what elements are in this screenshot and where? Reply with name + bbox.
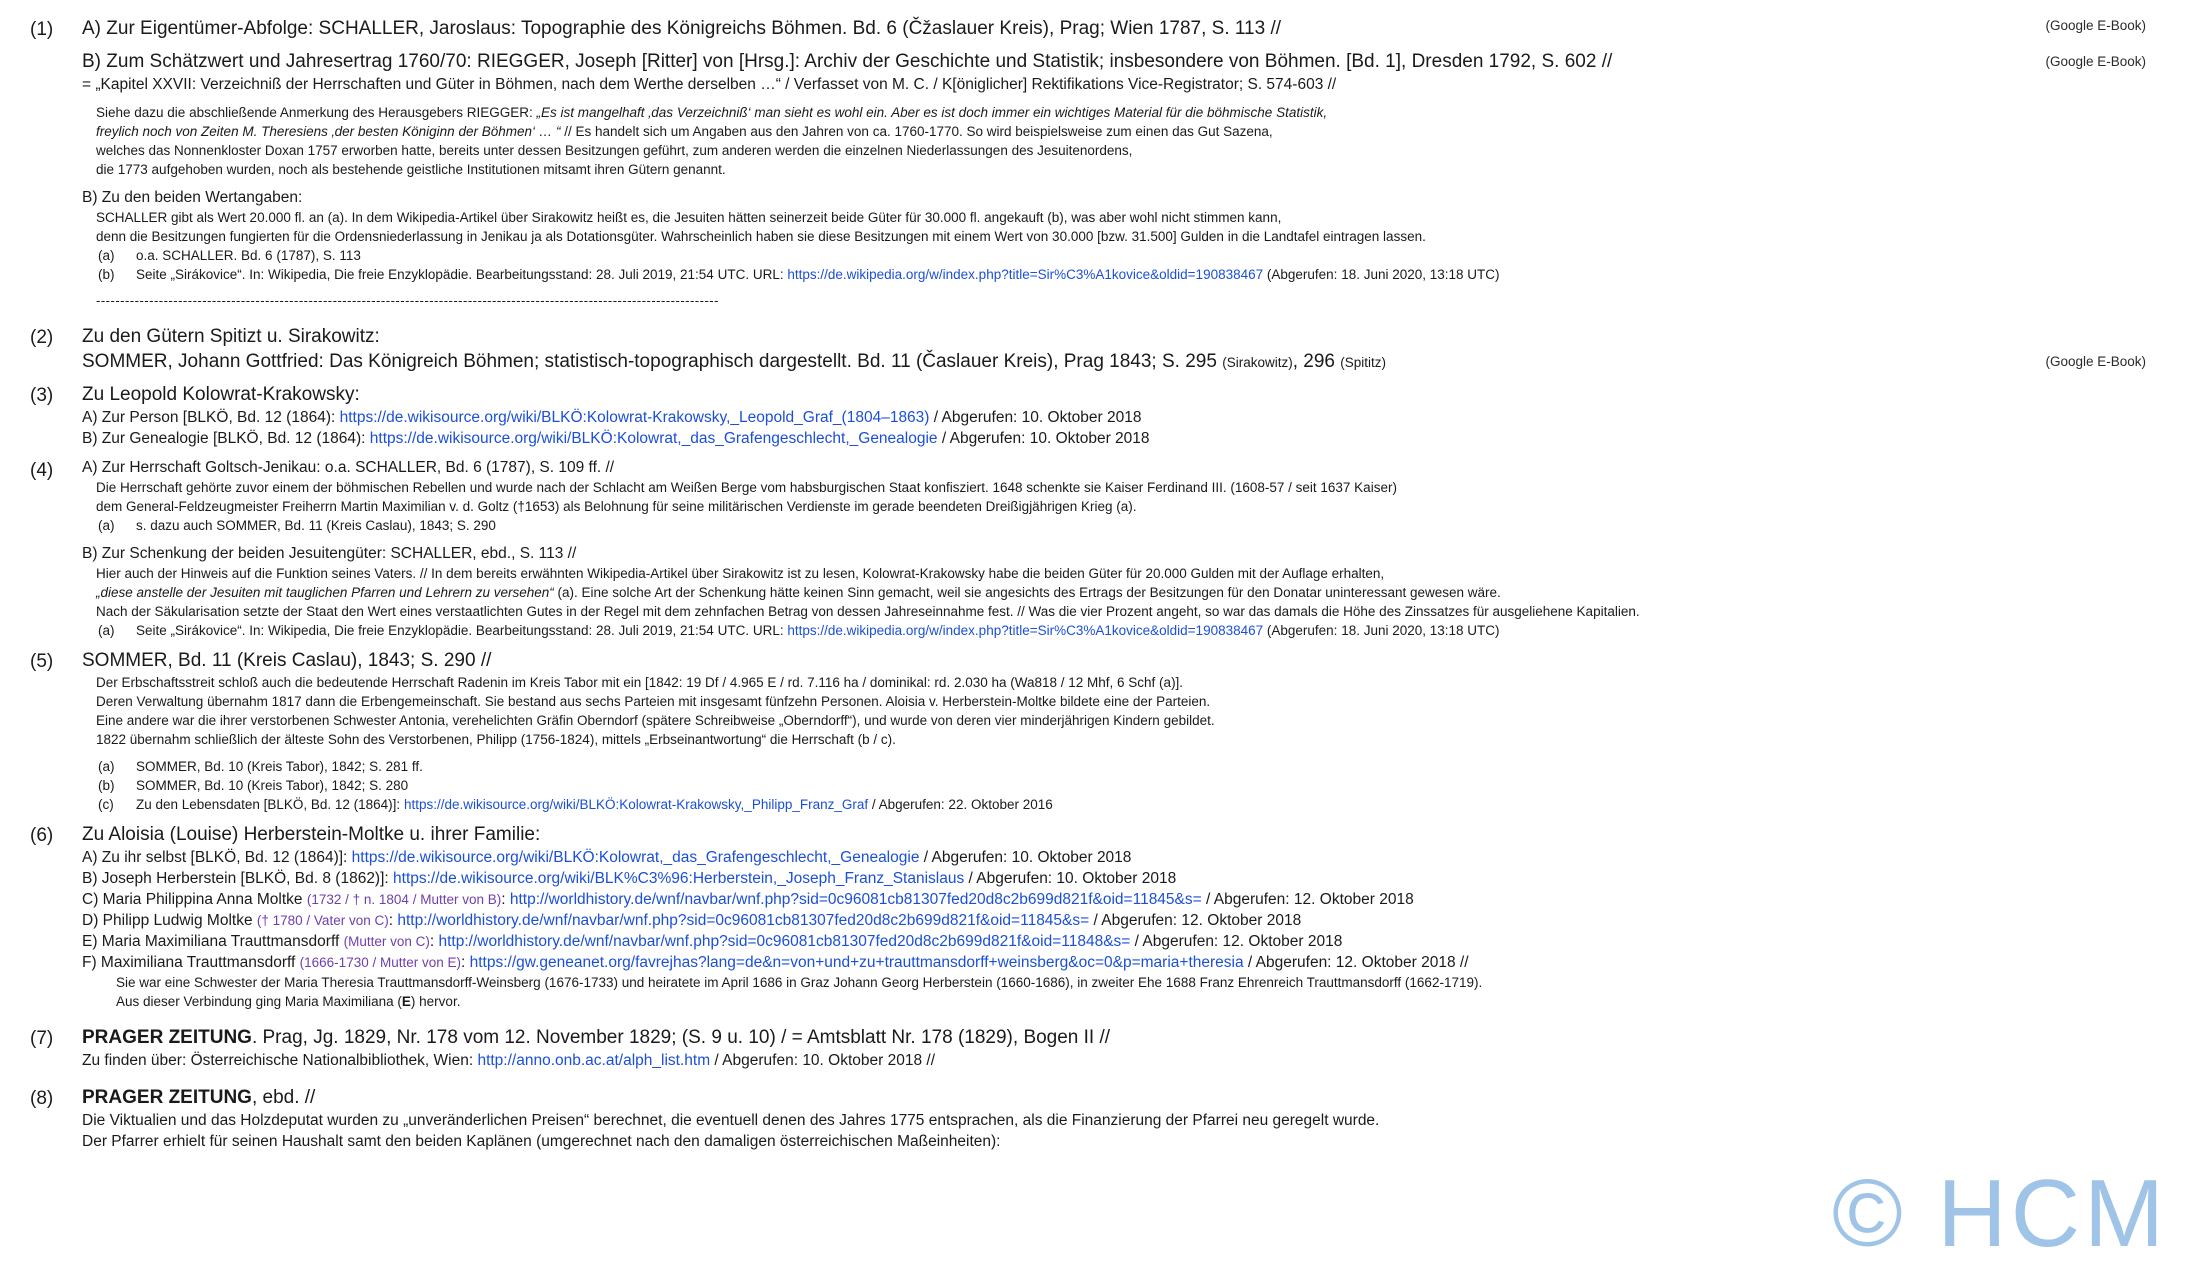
geneanet-trauttmansdorff-link[interactable]: https://gw.geneanet.org/favrejhas?lang=de&n=von+und+zu+trauttmansdorff+weinsberg&oc=0&p=maria+theresia (469, 954, 1244, 971)
entry-4-note-1: Die Herrschaft gehörte zuvor einem der böhmischen Rebellen und wurde nach der Schlacht am Weißen Berge vom habsburgischen Staat konfisziert. 1648 schenkte sie Kaiser Ferdinand III. (1608-57 / seit 1637 Kaiser) (96, 480, 1397, 495)
entry-4-sub-b (82, 621, 2176, 640)
note-quote: „diese anstelle der Jesuiten mit tauglichen Pfarren und Lehrern zu versehen“ (96, 585, 554, 600)
entry-3 (30, 382, 2176, 449)
entry-number: (4) (30, 460, 54, 481)
note-ref: E (401, 994, 411, 1009)
line-paren: (1666-1730 / Mutter von E) (299, 955, 461, 970)
sub-key: (a) (98, 759, 115, 774)
entry-4-b-note-2 (82, 583, 2176, 602)
note-rest-2: // Es handelt sich um Angaben aus den Jahren von ca. 1760-1770. So wird beispielsweise zum einen das Gut Sazena, (560, 124, 1273, 139)
worldhistory-moltke-philipp-link[interactable]: http://worldhistory.de/wnf/navbar/wnf.php?sid=0c96081cb81307fed20d8c2b699d821f&oid=11845&s= (397, 912, 1090, 929)
entry-2-citation (82, 349, 2176, 374)
entry-4-b-note-1: Hier auch der Hinweis auf die Funktion seines Vaters. // In dem bereits erwähnten Wikipedia-Artikel über Sirakowitz ist zu lesen, Kolowrat-Krakowsky habe die beiden Güter für 20.000 Gulden mit der Auflage erhalten, (96, 566, 1385, 581)
entry-5-note-2: Deren Verwaltung übernahm 1817 dann die Erbengemeinschaft. Sie bestand aus sechs Parteien mit insgesamt fünfzehn Personen. Aloisia v. Herberstein-Moltke bildete eine der Parteien. (96, 694, 1211, 709)
entry-6-f-note-1: Sie war eine Schwester der Maria Theresia Trauttmansdorff-Weinsberg (1676-1733) und heiratete im April 1686 in Graz Johann Georg Herberstein (1660-1686), in zweiter Ehe 1688 Franz Ehrenreich Trauttmansdorff (1662-1719). (116, 975, 1483, 990)
entry-2 (30, 324, 2176, 374)
blko-kolowrat-genealogie-link-2[interactable]: https://de.wikisource.org/wiki/BLKÖ:Kolowrat,_das_Grafengeschlecht,_Genealogie (351, 849, 920, 866)
worldhistory-moltke-philippina-link[interactable]: http://worldhistory.de/wnf/navbar/wnf.php?sid=0c96081cb81307fed20d8c2b699d821f&oid=11845&s= (509, 891, 1202, 908)
entry-1-heading-b2: B) Zu den beiden Wertangaben: (82, 189, 303, 206)
note-quote-1: „Es ist mangelhaft ‚das Verzeichniß‘ man sieht es wohl ein. Aber es ist doch immer ein wichtiges Material für die böhmische Statistik, (536, 105, 1328, 120)
entry-body (82, 457, 2176, 640)
anno-onb-link[interactable]: http://anno.onb.ac.at/alph_list.htm (477, 1052, 711, 1069)
sub-text-pre: Seite „Sirákovice“. In: Wikipedia, Die freie Enzyklopädie. Bearbeitungsstand: 28. Juli 2019, 21:54 UTC. URL: (136, 623, 788, 638)
entry-8-citation (82, 1085, 2176, 1110)
entry-5-citation: SOMMER, Bd. 11 (Kreis Caslau), 1843; S. 290 // (82, 650, 492, 671)
line-pre: B) Joseph Herberstein [BLKÖ, Bd. 8 (1862)]: (82, 870, 394, 887)
entry-body (82, 16, 2176, 310)
sub-key: (b) (98, 267, 115, 282)
entry-1-note-line-3: welches das Nonnenkloster Doxan 1757 erworben hatte, bereits unter dessen Besitzungen geführt, zum anderen werden die einzelnen Niederlassungen des Jesuitenordens, (96, 143, 1133, 158)
entry-1-sub-a (82, 246, 2176, 265)
entry-number: (1) (30, 19, 54, 40)
entry-5-note-3: Eine andere war die ihrer verstorbenen Schwester Antonia, verehelichten Gräfin Oberndorf (spätere Schreibweise „Oberndorff“), und wurde von deren vier minderjährigen Kindern gebildet. (96, 713, 1215, 728)
sub-value: SOMMER, Bd. 10 (Kreis Tabor), 1842; S. 280 (136, 778, 409, 793)
citation-mid: , 296 (1292, 351, 1341, 372)
entry-1-note-line-4: die 1773 aufgehoben wurden, noch als bestehende geistliche Institutionen mitsamt ihren Gütern genannt. (96, 162, 726, 177)
line-pre: B) Zur Genealogie [BLKÖ, Bd. 12 (1864): (82, 430, 370, 447)
sub-text-pre: Seite „Sirákovice“. In: Wikipedia, Die freie Enzyklopädie. Bearbeitungsstand: 28. Juli 2019, 21:54 UTC. URL: (136, 267, 788, 282)
note-prefix: Siehe dazu die abschließende Anmerkung des Herausgebers RIEGGER: (96, 105, 537, 120)
entry-1-sub-b (82, 265, 2176, 284)
blko-kolowrat-philipp-link[interactable]: https://de.wikisource.org/wiki/BLKÖ:Kolowrat-Krakowsky,_Philipp_Franz_Graf (403, 797, 869, 812)
entry-1-wert-line-2: denn die Besitzungen fungierten für die Ordensniederlassung in Jenikau ja als Dotationsgüter. Wahrscheinlich haben sie diese Besitzungen mit einem Wert von 30.000 [bzw. 31.500] Gulden in die Landtafel eintragen lassen. (96, 229, 1426, 244)
entry-1-line-b: B) Zum Schätzwert und Jahresertrag 1760/70: RIEGGER, Joseph [Ritter] von [Hrsg.]: Archiv der Geschichte und Statistik; insbesondere von Böhmen. [Bd. 1], Dresden 1792, S. 602 // (82, 51, 1613, 72)
entry-body (82, 324, 2176, 374)
note-post: ) hervor. (410, 994, 461, 1009)
sub-key: (b) (98, 778, 115, 793)
sub-text-post: / Abgerufen: 22. Oktober 2016 (868, 797, 1053, 812)
entry-1-note-line-2 (82, 122, 2176, 141)
entry-5 (30, 648, 2176, 814)
worldhistory-trauttmansdorff-maria-link[interactable]: http://worldhistory.de/wnf/navbar/wnf.php?sid=0c96081cb81307fed20d8c2b699d821f&oid=11848&s= (438, 933, 1131, 950)
sub-value: s. dazu auch SOMMER, Bd. 11 (Kreis Caslau), 1843; S. 290 (136, 518, 496, 533)
line-post: / Abgerufen: 10. Oktober 2018 (937, 430, 1150, 447)
blko-kolowrat-leopold-link[interactable]: https://de.wikisource.org/wiki/BLKÖ:Kolowrat-Krakowsky,_Leopold_Graf_(1804–1863) (339, 409, 930, 426)
sub-text-post: (Abgerufen: 18. Juni 2020, 13:18 UTC) (1263, 623, 1500, 638)
dashed-separator: --------------------------------------------------------------------------------------------------------------------------------- (96, 293, 719, 308)
entry-number: (6) (30, 825, 54, 846)
sub-key: (a) (98, 248, 115, 263)
entry-1-wert-line-1: SCHALLER gibt als Wert 20.000 fl. an (a). In dem Wikipedia-Artikel über Sirakowitz heißt es, die Jesuiten hätten seinerzeit beide Güter für 30.000 fl. angekauft (b), was aber wohl nicht stimmen kann, (96, 210, 1282, 225)
source-title: PRAGER ZEITUNG (82, 1027, 252, 1048)
sub-key: (a) (98, 518, 115, 533)
note-rest: (a). Eine solche Art der Schenkung hätte keinen Sinn gemacht, weil sie angesichts des Ertrags der Besitzungen für den Donatar uninteressant gewesen wäre. (553, 585, 1501, 600)
citation-text: SOMMER, Johann Gottfried: Das Königreich Böhmen; statistisch-topographisch dargestellt. Bd. 11 (Časlauer Kreis), Prag 1843; S. 295 (82, 351, 1223, 372)
entry-5-note-4: 1822 übernahm schließlich der älteste Sohn des Verstorbenen, Philipp (1756-1824), mittels „Erbseinantwortung“ die Herrschaft (b / c). (96, 732, 896, 747)
line-pre: E) Maria Maximiliana Trauttmansdorff (82, 933, 344, 950)
line-post: / Abgerufen: 12. Oktober 2018 (1201, 891, 1414, 908)
entry-8-note-1: Die Viktualien und das Holzdeputat wurden zu „unveränderlichen Preisen“ berechnet, die eventuell denen des Jahres 1775 entsprachen, als die Finanzierung der Pfarrei neu geregelt wurde. (82, 1112, 1380, 1129)
entry-number: (3) (30, 385, 54, 406)
entry-1-note-line-1 (82, 103, 2176, 122)
google-ebook-label-2: (Google E-Book) (2045, 54, 2146, 69)
entry-6-line-c (82, 889, 2176, 910)
blko-kolowrat-genealogie-link[interactable]: https://de.wikisource.org/wiki/BLKÖ:Kolowrat,_das_Grafengeschlecht,_Genealogie (369, 430, 938, 447)
entry-4-line-a: A) Zur Herrschaft Goltsch-Jenikau: o.a. SCHALLER, Bd. 6 (1787), S. 109 ff. // (82, 459, 615, 476)
line-sep: : (388, 912, 398, 929)
entry-6-line-e (82, 931, 2176, 952)
source-rest: . Prag, Jg. 1829, Nr. 178 vom 12. November 1829; (S. 9 u. 10) / = Amtsblatt Nr. 178 (1829), Bogen II // (251, 1027, 1111, 1048)
entry-5-note-1: Der Erbschaftsstreit schloß auch die bedeutende Herrschaft Radenin im Kreis Tabor mit ein [1842: 19 Df / 4.965 E / rd. 7.116 ha / dominikal: rd. 2.030 ha (Wa818 / 12 Mhf, 6 Schf (a)]. (96, 675, 1184, 690)
line-post: / Abgerufen: 12. Oktober 2018 (1130, 933, 1343, 950)
entry-body (82, 1025, 2176, 1071)
entry-number: (2) (30, 327, 54, 348)
line-pre: Zu finden über: Österreichische Nationalbibliothek, Wien: (82, 1052, 478, 1069)
citation-paren-2: (Spititz) (1340, 355, 1387, 370)
entry-6-f-note-2 (82, 992, 2176, 1011)
line-pre: C) Maria Philippina Anna Moltke (82, 891, 307, 908)
line-sep: : (429, 933, 439, 950)
entry-7-line-2 (82, 1050, 2176, 1071)
entry-6-line-a (82, 847, 2176, 868)
google-ebook-label-3: (Google E-Book) (2045, 354, 2146, 369)
entry-1-line-a: A) Zur Eigentümer-Abfolge: SCHALLER, Jaroslaus: Topographie des Königreichs Böhmen. Bd. 6 (Čžaslauer Kreis), Prag; Wien 1787, S. 113 // (82, 18, 1282, 39)
line-post: / Abgerufen: 10. Oktober 2018 (919, 849, 1132, 866)
entry-5-sub-a (82, 757, 2176, 776)
sub-key: (a) (98, 623, 115, 638)
wikipedia-sirakovice-link[interactable]: https://de.wikipedia.org/w/index.php?title=Sir%C3%A1kovice&oldid=190838467 (787, 267, 1264, 282)
line-post: / Abgerufen: 10. Oktober 2018 (929, 409, 1142, 426)
entry-5-sub-b (82, 776, 2176, 795)
line-paren: (Mutter von C) (343, 934, 430, 949)
source-title: PRAGER ZEITUNG (82, 1087, 252, 1108)
line-pre: F) Maximiliana Trauttmansdorff (82, 954, 300, 971)
line-post: / Abgerufen: 12. Oktober 2018 (1089, 912, 1302, 929)
sub-text-post: (Abgerufen: 18. Juni 2020, 13:18 UTC) (1263, 267, 1500, 282)
blko-herberstein-joseph-link[interactable]: https://de.wikisource.org/wiki/BLK%C3%96:Herberstein,_Joseph_Franz_Stanislaus (393, 870, 965, 887)
sub-value: o.a. SCHALLER. Bd. 6 (1787), S. 113 (136, 248, 361, 263)
line-pre: D) Philipp Ludwig Moltke (82, 912, 257, 929)
entry-7-citation (82, 1025, 2176, 1050)
entry-4-b-note-3: Nach der Säkularisation setzte der Staat den Wert eines verstaatlichten Gutes in der Regel mit dem zehnfachen Betrag von dessen Jahreseinnahme fest. // Was die vier Prozent angeht, so war das damals die Höhe des Zinssatzes für ausgeliehene Kapitalien. (96, 604, 1640, 619)
line-post: / Abgerufen: 10. Oktober 2018 (964, 870, 1177, 887)
entry-4-sub-a (82, 516, 2176, 535)
line-pre: A) Zu ihr selbst [BLKÖ, Bd. 12 (1864)]: (82, 849, 352, 866)
sub-value: SOMMER, Bd. 10 (Kreis Tabor), 1842; S. 281 ff. (136, 759, 423, 774)
entry-7 (30, 1025, 2176, 1071)
watermark-hcm: © HCM (1831, 1160, 2168, 1267)
line-post: / Abgerufen: 10. Oktober 2018 // (710, 1052, 936, 1069)
entry-number: (5) (30, 651, 54, 672)
google-ebook-label-1: (Google E-Book) (2045, 18, 2146, 33)
entry-number: (8) (30, 1088, 54, 1109)
note-quote-2: freylich noch von Zeiten M. Theresiens ‚der besten Königinn der Böhmen‘ … “ (96, 124, 561, 139)
sub-value (136, 265, 2176, 284)
entry-body (82, 382, 2176, 449)
source-rest: , ebd. // (251, 1087, 316, 1108)
entry-6-line-f (82, 952, 2176, 973)
note-pre: Aus dieser Verbindung ging Maria Maximiliana ( (116, 994, 402, 1009)
citation-paren-1: (Sirakowitz) (1222, 355, 1293, 370)
entry-5-sub-c (82, 795, 2176, 814)
sub-text-pre: Zu den Lebensdaten [BLKÖ, Bd. 12 (1864)]: (136, 797, 404, 812)
entry-2-heading: Zu den Gütern Spitizt u. Sirakowitz: (82, 326, 380, 347)
entry-body (82, 1085, 2176, 1152)
entry-3-heading: Zu Leopold Kolowrat-Krakowsky: (82, 384, 360, 405)
entry-4 (30, 457, 2176, 640)
entry-6-heading: Zu Aloisia (Louise) Herberstein-Moltke u. ihrer Familie: (82, 824, 541, 845)
line-sep: : (501, 891, 510, 908)
entry-body (82, 822, 2176, 1011)
entry-1-line-b2: = „Kapitel XXVII: Verzeichniß der Herrschaften und Güter in Böhmen, nach dem Werthe derselben …“ / Verfasset von M. C. / K[öniglicher] Rektifikations Vice-Registrator; S. 574-603 // (82, 76, 1337, 93)
entry-8-note-2: Der Pfarrer erhielt für seinen Haushalt samt den beiden Kaplänen (umgerechnet nach den damaligen österreichischen Maßeinheiten): (82, 1133, 1001, 1150)
entry-4-heading-b: B) Zur Schenkung der beiden Jesuitengüter: SCHALLER, ebd., S. 113 // (82, 545, 577, 562)
wikipedia-sirakovice-link-2[interactable]: https://de.wikipedia.org/w/index.php?title=Sir%C3%A1kovice&oldid=190838467 (787, 623, 1264, 638)
entry-4-note-2: dem General-Feldzeugmeister Freiherrn Martin Maximilian v. d. Goltz (†1653) als Belohnung für seine militärischen Verdienste im gerade beendeten Dreißigjährigen Krieg (a). (96, 499, 1137, 514)
entry-6 (30, 822, 2176, 1011)
entry-body (82, 648, 2176, 814)
entry-3-line-a (82, 407, 2176, 428)
line-paren: (1732 / † n. 1804 / Mutter von B) (306, 892, 502, 907)
entry-8 (30, 1085, 2176, 1152)
entry-6-line-b (82, 868, 2176, 889)
entry-6-line-d (82, 910, 2176, 931)
line-pre: A) Zur Person [BLKÖ, Bd. 12 (1864): (82, 409, 340, 426)
line-sep: : (461, 954, 470, 971)
sub-key: (c) (98, 797, 114, 812)
line-paren: († 1780 / Vater von C) (256, 913, 389, 928)
entry-3-line-b (82, 428, 2176, 449)
line-post: / Abgerufen: 12. Oktober 2018 // (1243, 954, 1469, 971)
entry-number: (7) (30, 1028, 54, 1049)
entry-1 (30, 16, 2176, 310)
sub-value (136, 795, 2176, 814)
sub-value (136, 621, 2176, 640)
